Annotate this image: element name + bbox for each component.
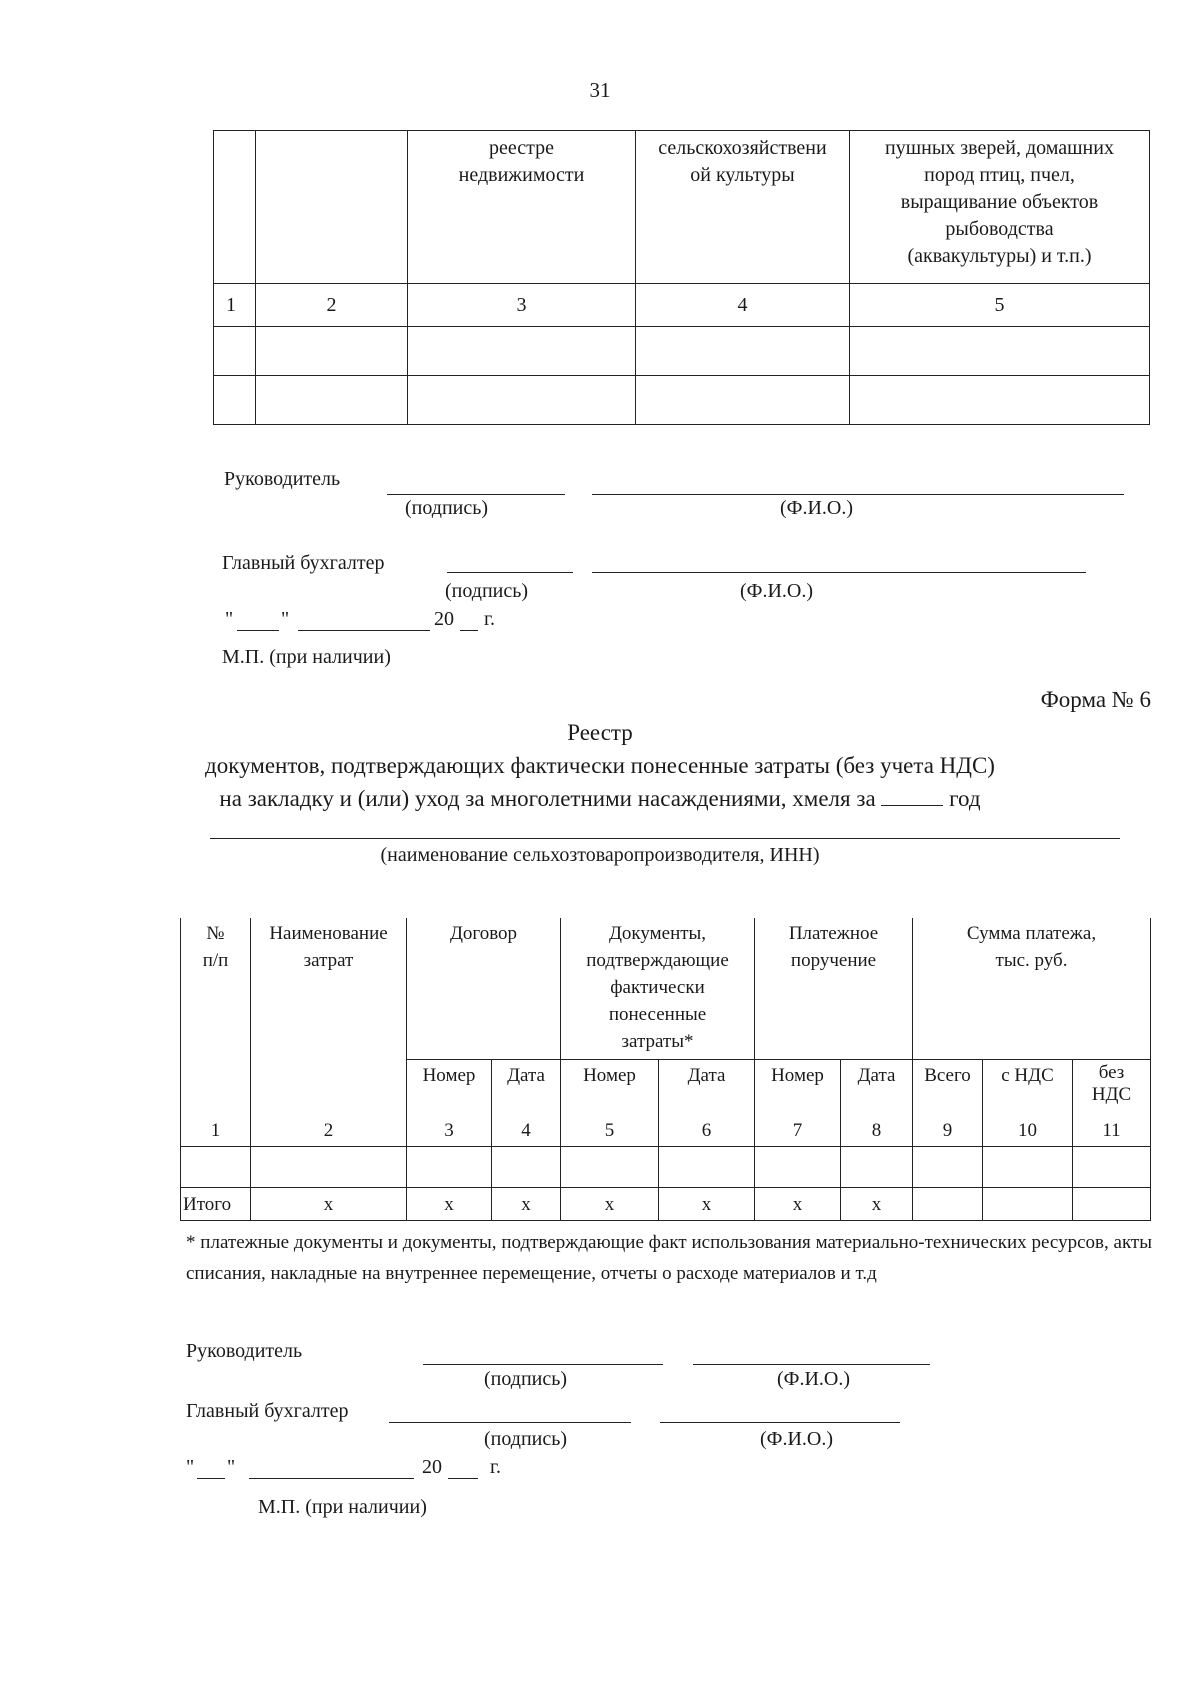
signature-caption: (подпись) — [484, 1368, 568, 1390]
table-row — [214, 376, 1150, 425]
date-year: 20 — [422, 1456, 442, 1478]
total-cell — [913, 1188, 983, 1221]
table-header-row — [181, 918, 1151, 1060]
total-label: Итого — [181, 1188, 251, 1221]
name-caption: (Ф.И.О.) — [760, 1428, 834, 1450]
table-cell — [256, 131, 408, 284]
header-without-vat: без НДС — [1073, 1060, 1151, 1109]
total-cell: x — [659, 1188, 755, 1221]
date-suffix: г. — [484, 608, 495, 630]
total-cell: x — [561, 1188, 659, 1221]
column-number: 5 — [850, 284, 1150, 327]
table-row — [181, 1147, 1151, 1188]
column-number: 3 — [407, 1108, 492, 1147]
total-cell: x — [755, 1188, 841, 1221]
header-date: Дата — [659, 1060, 755, 1109]
day-line — [197, 1478, 225, 1479]
form-title: Реестр — [567, 720, 633, 745]
column-number: 7 — [755, 1108, 841, 1147]
year-line — [448, 1478, 478, 1479]
stamp-label: М.П. (при наличии) — [222, 646, 391, 668]
head-label: Руководитель — [186, 1340, 303, 1362]
signature-caption: (подпись) — [445, 580, 529, 602]
column-number: 2 — [251, 1108, 407, 1147]
date-year: 20 — [434, 608, 454, 630]
producer-caption: (наименование сельхозтоваропроизводителя, ИНН) — [380, 844, 820, 866]
day-line — [237, 630, 279, 631]
table-number-row — [214, 284, 1150, 327]
name-caption: (Ф.И.О.) — [740, 580, 814, 602]
date-quote-close: " — [281, 608, 290, 630]
signature-line — [423, 1364, 663, 1365]
form-number: Форма № 6 — [1040, 687, 1151, 712]
signature-caption: (подпись) — [405, 497, 489, 519]
month-line — [298, 630, 430, 631]
header-number: Номер — [561, 1060, 659, 1109]
column-number: 9 — [913, 1108, 983, 1147]
total-row — [181, 1188, 1151, 1221]
column-number: 2 — [256, 284, 408, 327]
header-number: Номер — [755, 1060, 841, 1109]
name-caption: (Ф.И.О.) — [777, 1368, 851, 1390]
total-cell: x — [407, 1188, 492, 1221]
header-total: Всего — [913, 1060, 983, 1109]
date-quote-close: " — [227, 1456, 236, 1478]
header-date: Дата — [841, 1060, 913, 1109]
name-caption: (Ф.И.О.) — [780, 497, 854, 519]
date-quote-open: " — [186, 1456, 195, 1478]
header-date: Дата — [492, 1060, 561, 1109]
header-cell-animals: пушных зверей, домашних пород птиц, пчел, выращивание объектов рыбоводства (аквакультуры) и т.п.) — [850, 131, 1150, 284]
total-cell: x — [841, 1188, 913, 1221]
continuation-table — [213, 130, 1150, 425]
column-number: 10 — [983, 1108, 1073, 1147]
table-number-row — [181, 1108, 1151, 1147]
table-header-row — [214, 131, 1150, 284]
table-row — [214, 327, 1150, 376]
total-cell: x — [251, 1188, 407, 1221]
year-line — [460, 630, 478, 631]
column-number: 5 — [561, 1108, 659, 1147]
header-payment-order: Платежное поручение — [755, 918, 913, 1060]
header-cell-registry: реестре недвижимости — [408, 131, 636, 284]
header-with-vat: с НДС — [983, 1060, 1073, 1109]
accountant-label: Главный бухгалтер — [186, 1400, 349, 1422]
form-subtitle: документов, подтверждающих фактически понесенные затраты (без учета НДС) — [205, 753, 995, 778]
month-line — [249, 1478, 414, 1479]
column-number: 1 — [214, 284, 256, 327]
signature-line — [389, 1422, 631, 1423]
signature-line — [387, 494, 565, 495]
page-number: 31 — [589, 78, 611, 102]
form-subtitle-line2: на закладку и (или) уход за многолетними насаждениями, хмеля за год — [219, 786, 981, 811]
header-name: Наименование затрат — [251, 918, 407, 1108]
column-number: 4 — [636, 284, 850, 327]
name-line — [592, 494, 1124, 495]
head-label: Руководитель — [224, 468, 341, 490]
date-quote-open: " — [225, 608, 234, 630]
column-number: 4 — [492, 1108, 561, 1147]
column-number: 1 — [181, 1108, 251, 1147]
accountant-label: Главный бухгалтер — [222, 552, 385, 574]
stamp-label: М.П. (при наличии) — [258, 1496, 427, 1518]
year-blank — [881, 789, 943, 806]
producer-line — [210, 838, 1120, 839]
column-number: 3 — [408, 284, 636, 327]
date-suffix: г. — [490, 1456, 501, 1478]
total-cell: x — [492, 1188, 561, 1221]
column-number: 11 — [1073, 1108, 1151, 1147]
header-no: № п/п — [181, 918, 251, 1108]
column-number: 8 — [841, 1108, 913, 1147]
header-contract: Договор — [407, 918, 561, 1060]
footnote: * платежные документы и документы, подтверждающие факт использования материально-технических ресурсов, акты списания, накладные на внутреннее перемещение, отчеты о расходе материалов и т.д — [186, 1232, 1152, 1284]
total-cell — [983, 1188, 1073, 1221]
name-line — [660, 1422, 900, 1423]
signature-line — [447, 572, 573, 573]
total-cell — [1073, 1188, 1151, 1221]
header-payment-sum: Сумма платежа, тыс. руб. — [913, 918, 1151, 1060]
name-line — [592, 572, 1086, 573]
name-line — [693, 1364, 930, 1365]
column-number: 6 — [659, 1108, 755, 1147]
signature-caption: (подпись) — [484, 1428, 568, 1450]
costs-registry-table — [180, 918, 1151, 1221]
header-number: Номер — [407, 1060, 492, 1109]
header-cell-crop: сельскохозяйствени ой культуры — [636, 131, 850, 284]
table-cell — [214, 131, 256, 284]
header-documents: Документы, подтверждающие фактически понесенные затраты* — [561, 918, 755, 1060]
